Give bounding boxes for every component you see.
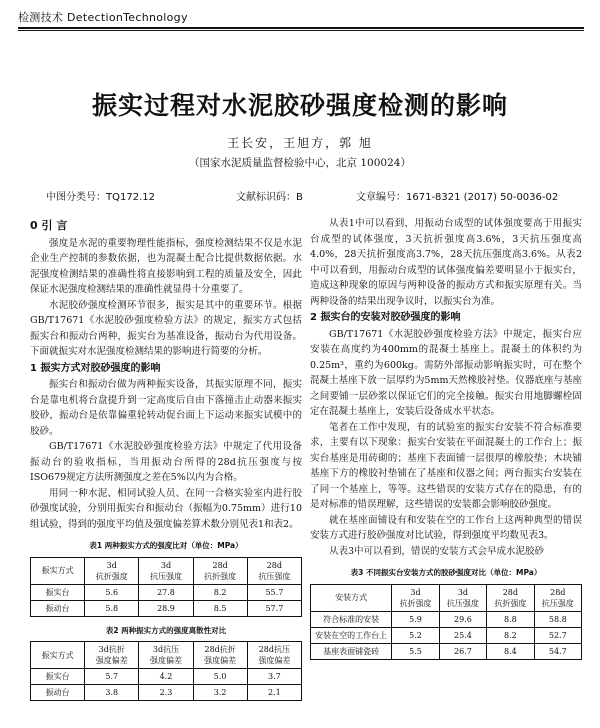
section-1-paragraph-2: GB/T17671《水泥胶砂强度检验方法》中规定了代用设备振动台的验收指标，当用振动台所得的28d抗压强度与按ISO679规定方法所测强度之差在5%以内为合格。	[30, 441, 302, 483]
table-cell: 2.3	[139, 685, 193, 701]
table-cell: 8.4	[487, 643, 534, 659]
table-header-cell: 28d抗压 强度偏差	[247, 642, 301, 669]
table-header-cell: 28d抗折 强度偏差	[193, 642, 247, 669]
table-row	[311, 611, 582, 627]
table-cell: 52.7	[534, 627, 581, 643]
table-cell: 3.7	[247, 669, 301, 685]
table-cell: 5.0	[193, 669, 247, 685]
table-cell: 25.4	[439, 627, 486, 643]
table-cell: 5.7	[85, 669, 139, 685]
right-column	[310, 216, 582, 660]
table-cell: 5.8	[85, 600, 139, 616]
right-paragraph-1: 从表1中可以看到，用振动台成型的试体强度要高于用振实台成型的试体强度，3天抗折强度高3.6%，3天抗压强度高4.0%，28天抗折强度高3.7%，28天抗压强度高3.6%。从表2中可以看到，用振动台成型的试体强度偏差要明显小于振实台，造成这种现象的原因与两种设备的振动方式和振实原理有关。当两种设备的结果出现争议时，以振实台为准。	[310, 218, 582, 307]
table-cell: 54.7	[534, 643, 581, 659]
table-row	[311, 627, 582, 643]
authors: 王长安，王旭方，郭 旭	[227, 136, 373, 150]
table-cell: 安装在空的工作台上	[311, 627, 392, 643]
section-1-paragraph-3: 用同一种水泥、相同试验人员、在同一合格实验室内进行胶砂强度试验，分别用振实台和振动台（振幅为0.75mm）进行10组试验，得到的强度平均值及强度偏差算术数分别见表1和表2。	[30, 487, 302, 530]
table-header-cell: 振实方式	[31, 642, 85, 669]
table-cell: 57.7	[247, 600, 301, 616]
table-header-cell: 28d 抗压强度	[247, 557, 301, 584]
table-2-caption: 表2 两种振实方式的强度离散性对比	[105, 625, 227, 635]
table-cell: 29.6	[439, 611, 486, 627]
intro-paragraph-1: 强度是水泥的重要物理性能指标，强度检测结果不仅是水泥企业生产控制的参数依据，也为混凝土配合比提供数据依据。水泥强度检测结果的准确性将直接影响到工程的质量及安全，因此保证水泥强度检测结果的准确性就显得十分重要了。	[30, 237, 302, 295]
table-cell: 3.2	[193, 685, 247, 701]
classification-number: 中图分类号：TQ172.12	[46, 192, 155, 203]
table-cell: 5.9	[392, 611, 439, 627]
table-2	[30, 641, 302, 701]
table-header-cell: 3d抗压 强度偏差	[139, 642, 193, 669]
table-row	[31, 669, 302, 685]
section-1-paragraph-1: 振实台和振动台做为两种振实设备，其振实原理不同，振实台是靠电机将台盘提升到一定高度后自由下落撞击止动器来振实胶砂，振动台是依靠偏重轮转动促台面上下运动来振实试模中的胶砂。	[30, 379, 302, 437]
section-2-paragraph-1: GB/T17671《水泥胶砂强度检验方法》中规定，振实台应安装在高度约为400mm的混凝土基座上。混凝土的体积约为0.25m³，重约为600kg。需防外部振动影响振实时，可在整个混凝土基座下放一层厚约为5mm天然橡胶衬垫。仪器底座与基座之间要铺一层砂浆以保证它们的完全接触。振实台用地脚螺栓固定在混凝土基座上，安装后设备成水平状态。	[310, 328, 582, 417]
section-2-paragraph-4: 从表3中可以看到，错误的安装方式会早成水泥胶砂	[329, 545, 545, 557]
section-2-heading: 2 振实台的安装对胶砂强度的影响	[310, 312, 461, 323]
table-header-cell: 3d 抗压强度	[139, 557, 193, 584]
table-cell: 振动台	[31, 685, 85, 701]
table-header-cell: 安装方式	[311, 584, 392, 611]
table-cell: 26.7	[439, 643, 486, 659]
table-cell: 5.2	[392, 627, 439, 643]
article-title: 振实过程对水泥胶砂强度检测的影响	[91, 91, 508, 120]
table-3-caption: 表3 不同振实台安装方式的胶砂强度对比（单位：MPa）	[350, 568, 542, 577]
table-header-cell: 28d 抗压强度	[534, 584, 581, 611]
table-cell: 28.9	[139, 600, 193, 616]
table-1-caption: 表1 两种振实方式的强度比对（单位：MPa）	[89, 541, 243, 550]
table-row	[31, 685, 302, 701]
table-cell: 基座表面铺瓷砖	[311, 643, 392, 659]
header-rule-thin	[18, 30, 584, 31]
section-2-paragraph-3: 就在基座面铺设有和安装在空的工作台上这两种典型的错误安装方式进行胶砂强度对比试验，得到强度平均数见表3。	[310, 514, 582, 541]
table-header-cell: 3d 抗折强度	[85, 557, 139, 584]
article-number: 文章编号：1671-8321 (2017) 50-0036-02	[356, 192, 559, 203]
table-cell: 振动台	[31, 600, 85, 616]
table-3	[310, 584, 582, 660]
section-2-paragraph-2: 笔者在工作中发现，有的试验室的振实台安装不符合标准要求，主要有以下现象：振实台安装在平面混凝土的工作台上；振实台基座是用砖砌的；基座下表面铺一层很厚的橡胶垫；木块铺基座下方的橡胶衬垫铺在了基座和仪器之间；两台振实台安装在了同一个基座上，等等。这些错误的安装方式存在的隐患，有的是对标准的错误理解，这些错误的安装都会影响胶砂强度。	[310, 421, 582, 510]
table-1	[30, 557, 302, 617]
table-cell: 27.8	[139, 584, 193, 600]
intro-paragraph-2: 水泥胶砂强度检测环节很多，振实是其中的重要环节。根据GB/T17671《水泥胶砂强度检验方法》的规定，振实方式包括振实台和振动台两种，振实台为基准设备，振动台为代用设备。下面就振实对水泥强度检测结果的影响进行简要的分析。	[30, 299, 302, 357]
table-cell: 5.5	[392, 643, 439, 659]
table-header-cell: 28d 抗折强度	[193, 557, 247, 584]
document-code: 文献标识码：B	[236, 192, 303, 203]
table-header-cell: 3d抗折 强度偏差	[85, 642, 139, 669]
table-row	[31, 584, 302, 600]
table-cell: 5.6	[85, 584, 139, 600]
table-header-cell: 振实方式	[31, 557, 85, 584]
table-cell: 55.7	[247, 584, 301, 600]
left-column	[30, 216, 302, 701]
table-cell: 8.5	[193, 600, 247, 616]
table-header-cell: 28d 抗折强度	[487, 584, 534, 611]
table-header-cell: 3d 抗压强度	[439, 584, 486, 611]
table-cell: 2.1	[247, 685, 301, 701]
table-cell: 8.8	[487, 611, 534, 627]
affiliation: （国家水泥质量监督检验中心，北京 100024）	[189, 157, 411, 169]
table-cell: 8.2	[487, 627, 534, 643]
table-cell: 振实台	[31, 669, 85, 685]
intro-heading: 0 引 言	[30, 219, 68, 232]
table-cell: 4.2	[139, 669, 193, 685]
table-cell: 符合标准的安装	[311, 611, 392, 627]
header-rule	[18, 27, 584, 29]
table-cell: 3.8	[85, 685, 139, 701]
table-header-cell: 3d 抗折强度	[392, 584, 439, 611]
journal-header: 检测技术 DetectionTechnology	[18, 11, 188, 24]
table-row	[311, 643, 582, 659]
table-row	[31, 600, 302, 616]
table-cell: 58.8	[534, 611, 581, 627]
section-1-heading: 1 振实方式对胶砂强度的影响	[30, 362, 161, 374]
table-cell: 振实台	[31, 584, 85, 600]
table-cell: 8.2	[193, 584, 247, 600]
